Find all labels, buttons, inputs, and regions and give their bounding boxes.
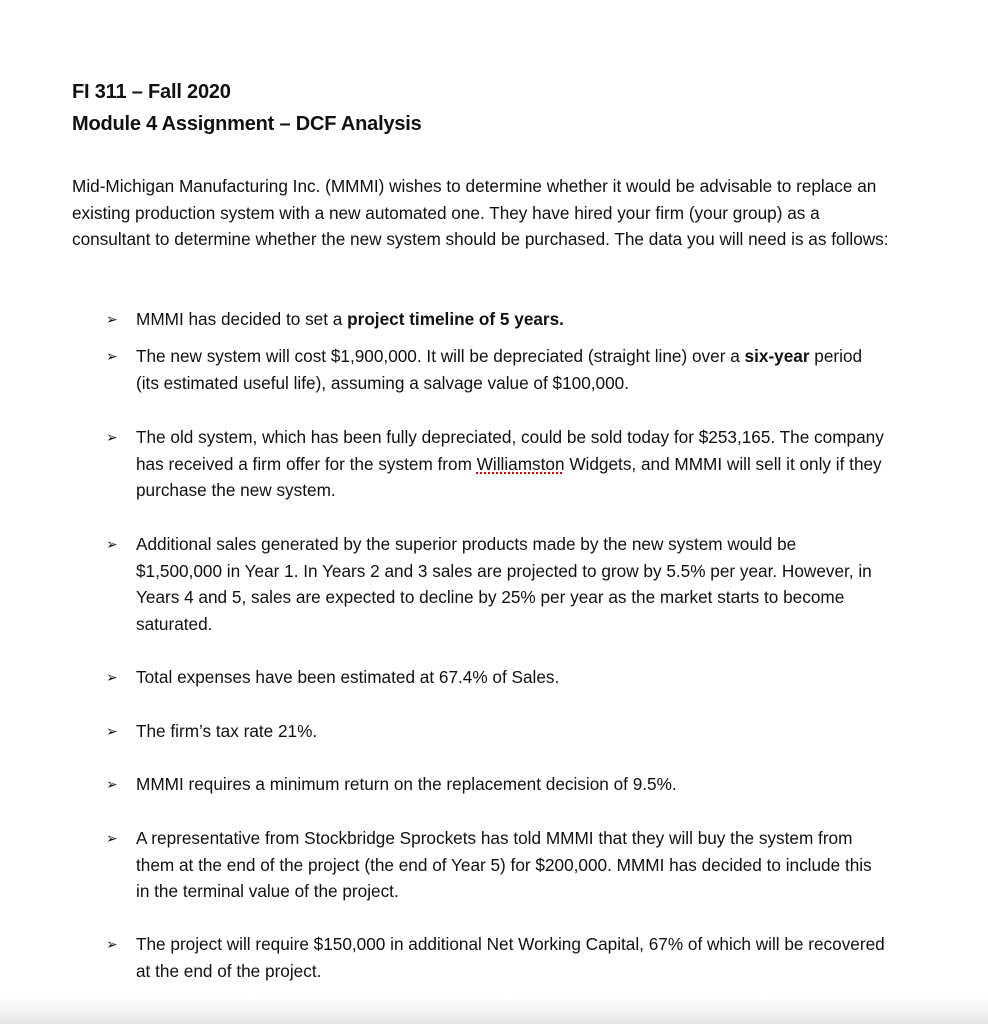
bullet-text: The old system, which has been fully depreciated, could be sold today for $253,165. The company has received a firm offer for the system from Williamston Widgets, and MMMI will sell it only if they purchase the new system. (136, 427, 884, 501)
bullet-text: Total expenses have been estimated at 67.4% of Sales. (136, 667, 560, 687)
arrow-bullet-icon: ➢ (106, 348, 118, 364)
arrow-bullet-icon: ➢ (106, 936, 118, 952)
page-bottom-shadow (0, 998, 988, 1024)
list-item (106, 343, 886, 396)
bullet-text: The project will require $150,000 in additional Net Working Capital, 67% of which will be recovered at the end of the project. (136, 934, 885, 981)
list-item (106, 664, 886, 691)
course-title: FI 311 – Fall 2020 (72, 81, 231, 103)
arrow-bullet-icon: ➢ (106, 311, 118, 327)
arrow-bullet-icon: ➢ (106, 669, 118, 685)
bullet-text: Additional sales generated by the superior products made by the new system would be $1,500,000 in Year 1. In Years 2 and 3 sales are projected to grow by 5.5% per year. However, in Years 4 and 5, sales are expected to decline by 25% per year as the market starts to become saturated. (136, 534, 872, 634)
bullet-text: MMMI requires a minimum return on the replacement decision of 9.5%. (136, 774, 677, 794)
bullet-text: The new system will cost $1,900,000. It will be depreciated (straight line) over a six-year period (its estimated useful life), assuming a salvage value of $100,000. (136, 346, 863, 393)
bullet-text: The firm’s tax rate 21%. (136, 721, 318, 741)
assignment-title: Module 4 Assignment – DCF Analysis (72, 113, 422, 135)
list-item (106, 424, 886, 504)
list-item (106, 771, 886, 798)
arrow-bullet-icon: ➢ (106, 776, 118, 792)
arrow-bullet-icon: ➢ (106, 830, 118, 846)
spelling-flagged-word: Williamston (476, 453, 565, 474)
intro-paragraph: Mid-Michigan Manufacturing Inc. (MMMI) wishes to determine whether it would be advisable to replace an existing production system with a new automated one. They have hired your firm (your group) as a consultant to determine whether the new system should be purchased. The data you will need is as follows: (72, 176, 889, 250)
arrow-bullet-icon: ➢ (106, 429, 118, 445)
bullet-text: A representative from Stockbridge Sprockets has told MMMI that they will buy the system from them at the end of the project (the end of Year 5) for $200,000. MMMI has decided to include this in the terminal value of the project. (136, 828, 872, 902)
list-item (106, 718, 886, 745)
bullet-text: MMMI has decided to set a project timeline of 5 years. (136, 309, 564, 329)
arrow-bullet-icon: ➢ (106, 536, 118, 552)
list-item (106, 531, 886, 637)
list-item (106, 825, 886, 905)
list-item (106, 306, 886, 333)
list-item (106, 931, 886, 984)
arrow-bullet-icon: ➢ (106, 723, 118, 739)
